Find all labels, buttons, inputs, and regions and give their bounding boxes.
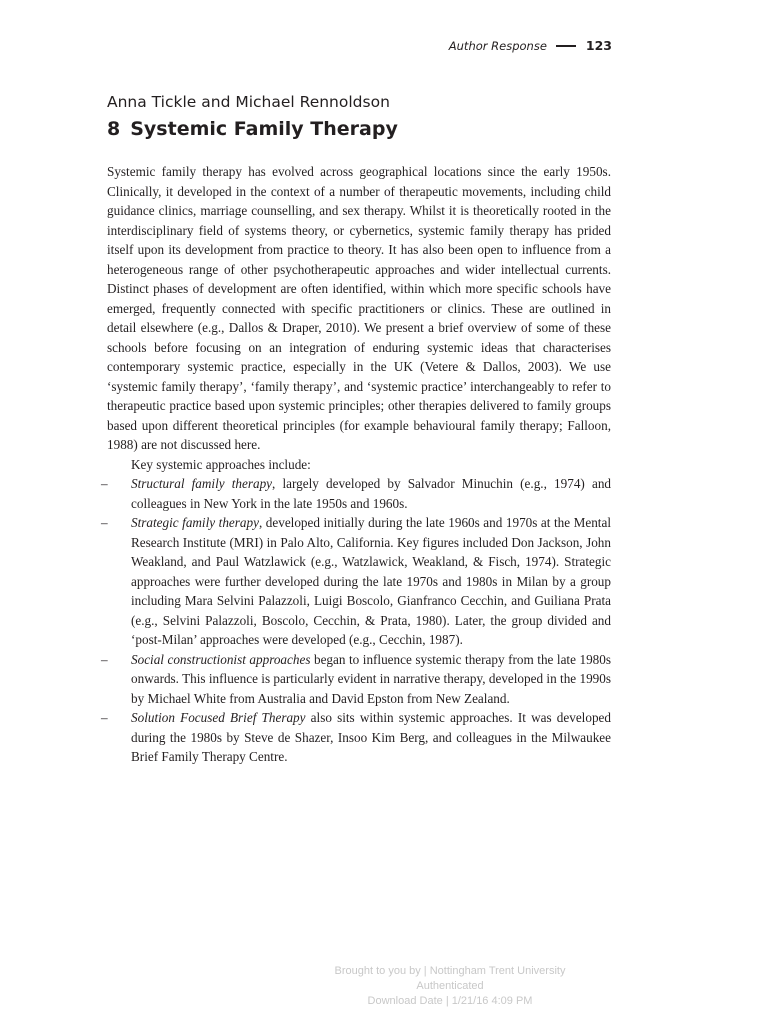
running-head-section: Author Response: [448, 38, 547, 53]
approaches-list: [101, 474, 612, 767]
list-item: [101, 474, 612, 513]
body-text: [101, 162, 612, 767]
list-item: [101, 650, 611, 709]
approach-description: , largely developed by Salvador Minuchin (e.g., 1974) and colleagues in New York in the late 1950s and 1960s.: [131, 476, 612, 511]
list-dash: –: [101, 651, 108, 667]
approach-term: Solution Focused Brief Therapy: [131, 710, 306, 725]
list-item: [101, 708, 611, 767]
chapter-title: Systemic Family Therapy: [130, 118, 398, 140]
watermark-line: Download Date | 1/21/16 4:09 PM: [367, 995, 533, 1007]
list-item: [101, 513, 611, 650]
approach-term: Social constructionist approaches: [131, 651, 311, 667]
approach-term: Structural family therapy: [131, 476, 273, 491]
approach-description: , developed initially during the late 1960s and 1970s at the Mental Research Institute (MRI) in Palo Alto, California. Key figures included Don Jackson, John Weakland, and Paul Watzlawick (e.g., Watzlawick, Weakland, & Fisch, 1974). Strategic approaches were further developed during the late 1970s and 1980s in Milan by a group including Mara Selvini Palazzoli, Luigi Boscolo, Gianfranco Cecchin, and Guiliana Prata (e.g., Selvini Palazzoli, Boscolo, Cecchin, & Prata, 1980). Later, the group divided and ‘post-Milan’ approaches were developed (e.g., Cecchin, 1987).: [131, 515, 611, 647]
chapter-authors: Anna Tickle and Michael Rennoldson: [107, 93, 390, 111]
chapter-heading: [107, 118, 398, 140]
running-head: [449, 38, 612, 53]
approach-term: Strategic family therapy: [131, 515, 259, 530]
running-head-rule: [556, 45, 576, 47]
page-number: 123: [585, 38, 612, 53]
watermark-line: Brought to you by | Nottingham Trent University: [334, 965, 566, 977]
list-intro: Key systemic approaches include:: [131, 456, 311, 472]
download-watermark: [300, 964, 600, 1009]
list-dash: –: [101, 710, 108, 725]
approach-description: also sits within systemic approaches. It was developed during the 1980s by Steve de Shazer, Insoo Kim Berg, and colleagues in the Milwaukee Brief Family Therapy Centre.: [131, 710, 611, 764]
list-dash: –: [101, 476, 108, 491]
list-dash: –: [101, 515, 108, 530]
approach-description: began to influence systemic therapy from the late 1980s onwards. This influence is particularly evident in narrative therapy, developed in the 1990s by Michael White from Australia and David Epston from New Zealand.: [131, 651, 611, 706]
chapter-number: 8: [107, 118, 121, 140]
intro-paragraph: Systemic family therapy has evolved across geographical locations since the early 1950s. Clinically, it developed in the context of a number of therapeutic movements, including child guidance clinics, marriage counselling, and sex therapy. Whilst it is theoretically rooted in the interdisciplinary field of systems theory, or cybernetics, systemic family therapy has prided itself upon its development from practice to theory. It has also been open to influence from a heterogeneous range of other psychotherapeutic approaches and wider intellectual currents. Distinct phases of development are often identified, within which more specific schools have emerged, frequently connected with specific practitioners or clinics. These are outlined in detail elsewhere (e.g., Dallos & Draper, 2010). We present a brief overview of some of these schools before focusing on an integration of enduring systemic ideas that characterises contemporary systemic practice, especially in the UK (Vetere & Dallos, 2003). We use ‘systemic family therapy’, ‘family therapy’, and ‘systemic practice’ interchangeably to refer to therapeutic practice based upon systemic principles; other therapies delivered to family groups based upon different theoretical principles (for example behavioural family therapy; Falloon, 1988) are not discussed here.: [107, 164, 611, 452]
watermark-line: Authenticated: [416, 980, 484, 992]
